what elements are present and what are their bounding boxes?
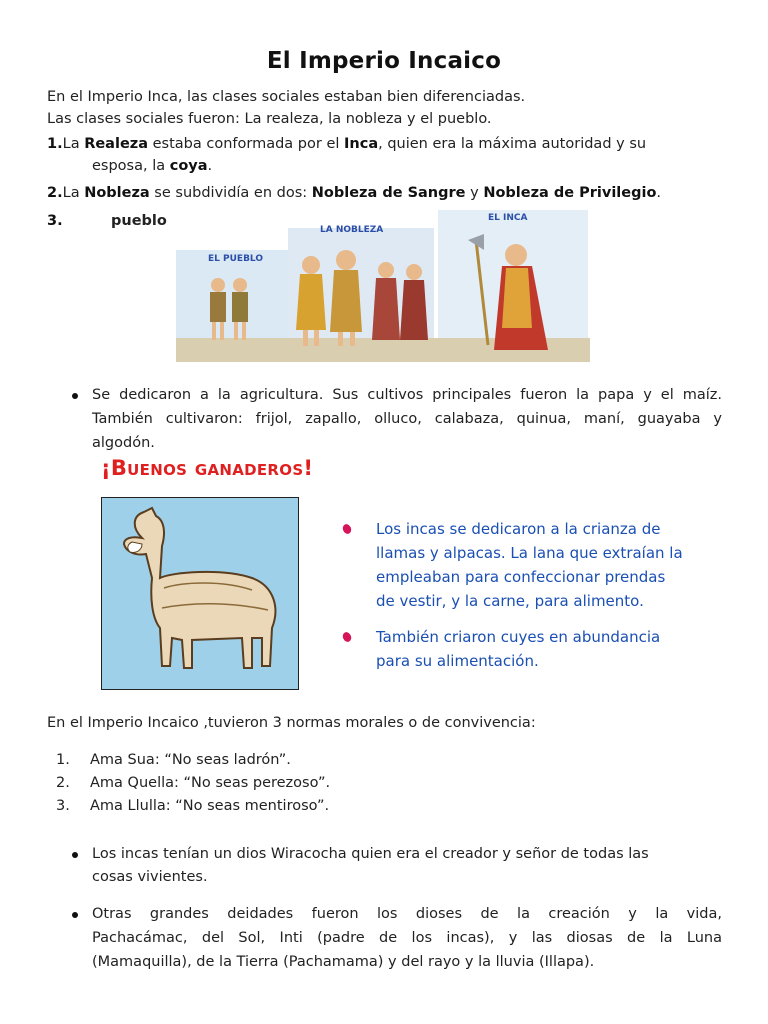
agriculture-line-1: Se dedicaron a la agricultura. Sus cultivos principales fueron la papa y el maíz. bbox=[92, 387, 722, 403]
religion-1-line-1: Los incas tenían un dios Wiracocha quien era el creador y señor de todas las bbox=[92, 846, 649, 862]
label-el-inca: EL INCA bbox=[488, 213, 528, 223]
intro-line-2: Las clases sociales fueron: La realeza, la nobleza y el pueblo. bbox=[47, 111, 492, 127]
social-classes-illustration bbox=[176, 210, 590, 362]
ganaderos-title: ¡Buenos ganaderos! bbox=[101, 456, 314, 480]
religion-2-line-2: Pachacámac, del Sol, Inti (padre de los incas), y las diosas de la Luna bbox=[92, 930, 722, 946]
pink-bullet-icon bbox=[341, 523, 352, 535]
bullet-icon bbox=[72, 393, 78, 399]
class-item-pueblo-label: pueblo bbox=[111, 213, 167, 229]
norm-number: 3. bbox=[56, 798, 70, 814]
class-item-realeza-cont: esposa, la coya. bbox=[92, 158, 213, 174]
page-title: El Imperio Incaico bbox=[266, 48, 502, 74]
class-item-realeza: 1.La Realeza estaba conformada por el Inca, quien era la máxima autoridad y su bbox=[47, 136, 647, 152]
bullet-icon bbox=[72, 912, 78, 918]
class-item-pueblo-num: 3. bbox=[47, 213, 63, 229]
pink-bullet-icon bbox=[341, 631, 352, 643]
norm-number: 2. bbox=[56, 775, 70, 791]
norms-intro: En el Imperio Incaico ,tuvieron 3 normas morales o de convivencia: bbox=[47, 715, 536, 731]
llama-drawing bbox=[102, 498, 298, 689]
norm-text: Ama Quella: “No seas perezoso”. bbox=[90, 775, 331, 791]
ganaderos-point-1-line-4: de vestir, y la carne, para alimento. bbox=[376, 592, 644, 610]
religion-1-line-2: cosas vivientes. bbox=[92, 869, 208, 885]
bullet-icon bbox=[72, 852, 78, 858]
ganaderos-point-1-line-3: empleaban para confeccionar prendas bbox=[376, 568, 666, 586]
class-item-nobleza: 2.La Nobleza se subdividía en dos: Nobleza de Sangre y Nobleza de Privilegio. bbox=[47, 185, 662, 201]
agriculture-line-2: También cultivaron: frijol, zapallo, olluco, calabaza, quinua, maní, guayaba y bbox=[92, 411, 722, 427]
ganaderos-point-2-line-1: También criaron cuyes en abundancia bbox=[376, 628, 661, 646]
agriculture-line-3: algodón. bbox=[92, 435, 155, 451]
label-la-nobleza: LA NOBLEZA bbox=[320, 225, 384, 235]
religion-2-line-1: Otras grandes deidades fueron los dioses de la creación y la vida, bbox=[92, 906, 722, 922]
ganaderos-point-2-line-2: para su alimentación. bbox=[376, 652, 539, 670]
intro-line-1: En el Imperio Inca, las clases sociales estaban bien diferenciadas. bbox=[47, 89, 526, 105]
norm-text: Ama Llulla: “No seas mentiroso”. bbox=[90, 798, 330, 814]
norm-number: 1. bbox=[56, 752, 70, 768]
religion-2-line-3: (Mamaquilla), de la Tierra (Pachamama) y del rayo y la lluvia (Illapa). bbox=[92, 954, 595, 970]
label-el-pueblo: EL PUEBLO bbox=[208, 254, 263, 264]
llama-illustration bbox=[101, 497, 299, 690]
ganaderos-point-1-line-2: llamas y alpacas. La lana que extraían la bbox=[376, 544, 683, 562]
norm-text: Ama Sua: “No seas ladrón”. bbox=[90, 752, 291, 768]
ganaderos-point-1-line-1: Los incas se dedicaron a la crianza de bbox=[376, 520, 661, 538]
